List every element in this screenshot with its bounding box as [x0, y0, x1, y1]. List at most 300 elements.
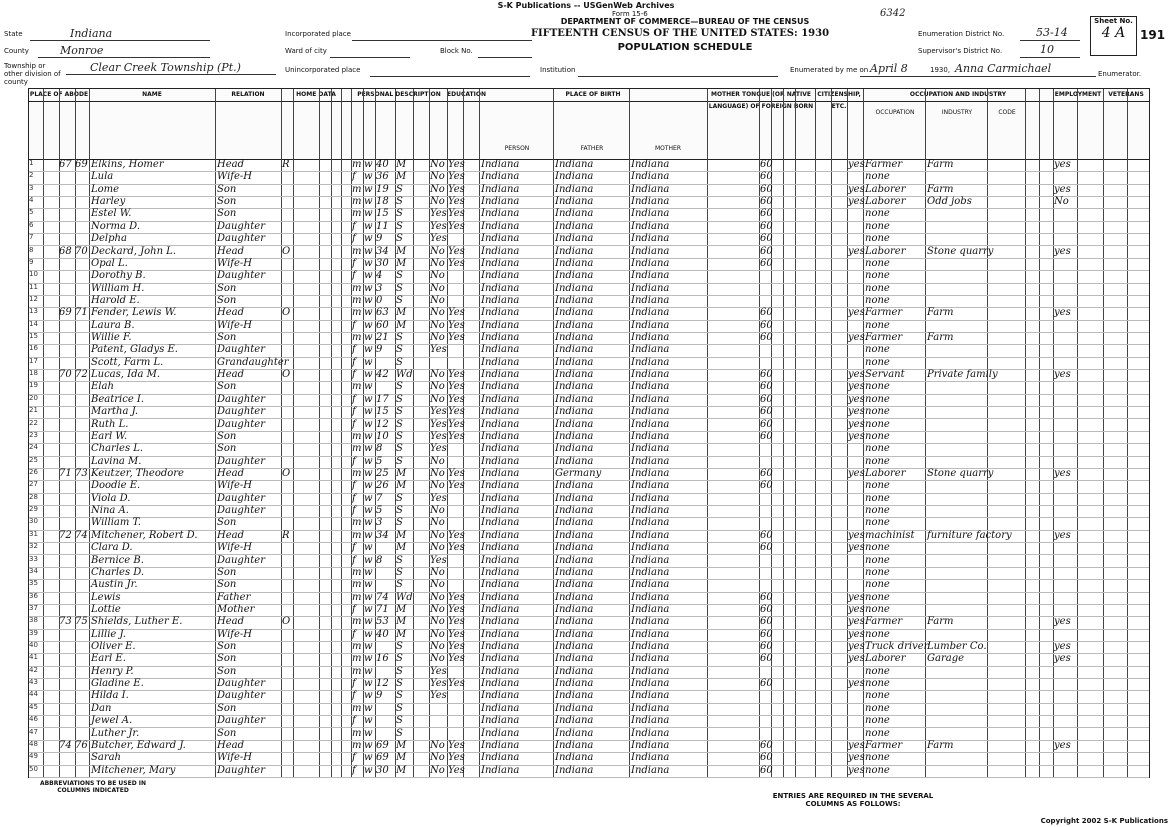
birthplace-father: Indiana [555, 196, 594, 208]
birthplace-father: Indiana [555, 294, 594, 306]
abbreviations-title: ABBREVIATIONS TO BE USED IN COLUMNS INDICATED [39, 780, 147, 794]
person-name: Delpha [91, 233, 127, 245]
birthplace-person: Indiana [481, 159, 520, 170]
race: w [364, 381, 373, 393]
line-number: 50 [29, 764, 38, 773]
language-code: 60 [760, 257, 773, 269]
marital-status: Wd [396, 591, 413, 603]
birthplace-mother: Indiana [631, 257, 670, 269]
relation: Head [217, 307, 245, 319]
attended-school: No [430, 468, 445, 479]
occupation: Laborer [865, 245, 906, 257]
birthplace-mother: Indiana [631, 183, 670, 195]
table-row [29, 604, 1149, 617]
marital-status: S [396, 641, 403, 653]
table-row [29, 752, 1149, 765]
table-row [29, 579, 1149, 592]
attended-school: No [430, 393, 445, 405]
occupation: none [865, 579, 890, 591]
person-name: Charles D. [91, 566, 145, 578]
birthplace-father: Indiana [555, 492, 594, 504]
line-number: 43 [29, 678, 38, 687]
relation: Head [217, 468, 245, 479]
industry: Stone quarry [927, 245, 994, 257]
birthplace-father: Indiana [555, 752, 594, 764]
family-number: 71 [75, 307, 88, 319]
group-home-data: HOME DATA [281, 89, 352, 102]
birthplace-person: Indiana [481, 332, 520, 344]
age: 71 [376, 603, 389, 615]
relation: Wife-H [217, 171, 253, 183]
industry: Odd jobs [927, 196, 972, 208]
line-number: 40 [29, 641, 38, 650]
form-number: Form 15-6 [612, 10, 648, 18]
line-number: 37 [29, 603, 38, 612]
line-number: 14 [29, 319, 38, 328]
birthplace-father: Indiana [555, 727, 594, 739]
at-work: yes [848, 603, 865, 615]
occupation: none [865, 393, 890, 405]
at-work: yes [848, 406, 865, 418]
line-number: 36 [29, 591, 38, 600]
can-read: Yes [448, 220, 465, 232]
age: 15 [376, 406, 389, 418]
language-code: 60 [760, 332, 773, 344]
occupation: Laborer [865, 196, 906, 208]
birthplace-person: Indiana [481, 752, 520, 764]
employment-status: yes [1054, 653, 1071, 665]
attended-school: Yes [430, 344, 447, 356]
birthplace-person: Indiana [481, 369, 520, 381]
birthplace-father: Indiana [555, 603, 594, 615]
race: w [364, 517, 373, 529]
birthplace-person: Indiana [481, 616, 520, 628]
relation: Son [217, 183, 237, 195]
can-read: Yes [448, 678, 465, 690]
dwelling-number: 68 [59, 245, 72, 257]
person-name: Fender, Lewis W. [91, 307, 177, 319]
can-read: Yes [448, 628, 465, 640]
birthplace-father: Indiana [555, 257, 594, 269]
home-tenure: O [282, 245, 291, 257]
line-number: 39 [29, 628, 38, 637]
sex: f [352, 628, 356, 640]
at-work: yes [848, 764, 865, 776]
line-number: 18 [29, 369, 38, 378]
employment-status: yes [1054, 641, 1071, 653]
can-read: Yes [448, 468, 465, 479]
table-row [29, 765, 1149, 778]
col-father: FATHER [580, 145, 604, 152]
birthplace-father: Indiana [555, 554, 594, 566]
industry: Garage [927, 653, 965, 665]
line-number: 5 [29, 208, 34, 217]
attended-school: Yes [430, 233, 447, 245]
marital-status: S [396, 653, 403, 665]
birthplace-person: Indiana [481, 455, 520, 467]
sex: f [352, 356, 356, 368]
at-work: yes [848, 159, 865, 170]
birthplace-mother: Indiana [631, 641, 670, 653]
occupation: none [865, 715, 890, 727]
sex: f [352, 233, 356, 245]
marital-status: S [396, 678, 403, 690]
birthplace-person: Indiana [481, 542, 520, 554]
table-row [29, 258, 1149, 271]
race: w [364, 294, 373, 306]
relation: Son [217, 641, 237, 653]
birthplace-mother: Indiana [631, 542, 670, 554]
county-label: County [4, 47, 29, 55]
person-name: Lula [91, 171, 114, 183]
dwelling-number: 74 [59, 739, 72, 751]
language-code: 60 [760, 381, 773, 393]
marital-status: M [396, 245, 407, 257]
occupation: Servant [865, 369, 905, 381]
sex: f [352, 171, 356, 183]
table-row [29, 307, 1149, 320]
birthplace-mother: Indiana [631, 307, 670, 319]
line-number: 3 [29, 183, 34, 192]
family-number: 73 [75, 468, 88, 479]
sex: m [352, 566, 362, 578]
table-row [29, 283, 1149, 296]
relation: Head [217, 369, 245, 381]
group-veterans: VETERANS [1103, 89, 1149, 102]
marital-status: S [396, 393, 403, 405]
race: w [364, 220, 373, 232]
line-number: 27 [29, 480, 38, 489]
group-name: NAME [89, 89, 216, 102]
birthplace-father: Indiana [555, 369, 594, 381]
at-work: yes [848, 468, 865, 479]
relation: Son [217, 208, 237, 220]
at-work: yes [848, 678, 865, 690]
race: w [364, 739, 373, 751]
can-read: Yes [448, 171, 465, 183]
supervisor-district-value: 10 [1040, 43, 1054, 56]
age: 9 [376, 344, 383, 356]
birthplace-mother: Indiana [631, 566, 670, 578]
person-name: Opal L. [91, 257, 128, 269]
age: 30 [376, 257, 389, 269]
attended-school: No [430, 270, 445, 282]
language-code: 60 [760, 752, 773, 764]
race: w [364, 727, 373, 739]
attended-school: No [430, 319, 445, 331]
birthplace-father: Indiana [555, 665, 594, 677]
race: w [364, 455, 373, 467]
at-work: yes [848, 381, 865, 393]
marital-status: S [396, 294, 403, 306]
person-name: Jewel A. [91, 715, 133, 727]
relation: Son [217, 443, 237, 455]
occupation: none [865, 455, 890, 467]
occupation: Laborer [865, 653, 906, 665]
marital-status: M [396, 752, 407, 764]
line-number: 49 [29, 752, 38, 761]
line-number: 2 [29, 171, 34, 180]
occupation: none [865, 233, 890, 245]
occupation: none [865, 282, 890, 294]
attended-school: Yes [430, 220, 447, 232]
race: w [364, 159, 373, 170]
race: w [364, 443, 373, 455]
race: w [364, 566, 373, 578]
age: 9 [376, 233, 383, 245]
dwelling-number: 70 [59, 369, 72, 381]
sheet-value: 4 A [1101, 25, 1126, 41]
relation: Father [217, 591, 251, 603]
marital-status: S [396, 492, 403, 504]
industry: Farm [927, 307, 954, 319]
birthplace-mother: Indiana [631, 294, 670, 306]
can-read: Yes [448, 208, 465, 220]
enumerator-name: Anna Carmichael [955, 62, 1052, 75]
person-name: Earl W. [91, 430, 128, 442]
home-tenure: O [282, 616, 291, 628]
col-occupation: OCCUPATION [875, 109, 915, 116]
occupation: none [865, 591, 890, 603]
copyright-notice: Copyright 2002 S-K Publications [1040, 817, 1168, 825]
sex: f [352, 393, 356, 405]
attended-school: Yes [430, 208, 447, 220]
person-name: Martha J. [91, 406, 138, 418]
race: w [364, 257, 373, 269]
can-read: Yes [448, 616, 465, 628]
relation: Son [217, 653, 237, 665]
birthplace-mother: Indiana [631, 208, 670, 220]
line-number: 31 [29, 529, 38, 538]
birthplace-father: Indiana [555, 690, 594, 702]
birthplace-mother: Indiana [631, 603, 670, 615]
birthplace-mother: Indiana [631, 628, 670, 640]
can-read: Yes [448, 641, 465, 653]
birthplace-mother: Indiana [631, 653, 670, 665]
attended-school: No [430, 752, 445, 764]
table-row [29, 406, 1149, 419]
occupation: none [865, 270, 890, 282]
attended-school: No [430, 294, 445, 306]
age: 63 [376, 307, 389, 319]
age: 26 [376, 480, 389, 492]
race: w [364, 665, 373, 677]
birthplace-father: Indiana [555, 480, 594, 492]
occupation: none [865, 418, 890, 430]
sex: f [352, 257, 356, 269]
birthplace-person: Indiana [481, 344, 520, 356]
can-read: Yes [448, 319, 465, 331]
sex: f [352, 752, 356, 764]
relation: Son [217, 294, 237, 306]
marital-status: S [396, 270, 403, 282]
relation: Head [217, 616, 245, 628]
table-row [29, 505, 1149, 518]
birthplace-person: Indiana [481, 406, 520, 418]
birthplace-father: Indiana [555, 641, 594, 653]
birthplace-person: Indiana [481, 517, 520, 529]
ward-label: Ward of city [285, 47, 327, 55]
line-number: 30 [29, 517, 38, 526]
relation: Son [217, 196, 237, 208]
table-row [29, 678, 1149, 691]
marital-status: M [396, 529, 407, 541]
attended-school: No [430, 245, 445, 257]
marital-status: M [396, 480, 407, 492]
occupation: none [865, 603, 890, 615]
birthplace-person: Indiana [481, 678, 520, 690]
person-name: Earl E. [91, 653, 126, 665]
race: w [364, 492, 373, 504]
occupation: none [865, 344, 890, 356]
birthplace-mother: Indiana [631, 764, 670, 776]
race: w [364, 171, 373, 183]
birthplace-father: Indiana [555, 702, 594, 714]
state-value: Indiana [70, 27, 113, 40]
person-name: Doodie E. [91, 480, 141, 492]
birthplace-father: Indiana [555, 739, 594, 751]
marital-status: M [396, 307, 407, 319]
table-row [29, 320, 1149, 333]
relation: Daughter [217, 455, 265, 467]
attended-school: Yes [430, 665, 447, 677]
sex: f [352, 319, 356, 331]
relation: Daughter [217, 270, 265, 282]
entries-title: ENTRIES ARE REQUIRED IN THE SEVERAL COLUMNS AS FOLLOWS: [772, 792, 934, 808]
race: w [364, 653, 373, 665]
birthplace-mother: Indiana [631, 282, 670, 294]
sex: f [352, 455, 356, 467]
attended-school: No [430, 282, 445, 294]
sex: f [352, 542, 356, 554]
marital-status: M [396, 159, 407, 170]
attended-school: No [430, 517, 445, 529]
table-row [29, 208, 1149, 221]
language-code: 60 [760, 183, 773, 195]
at-work: yes [848, 653, 865, 665]
attended-school: No [430, 566, 445, 578]
at-work: yes [848, 307, 865, 319]
person-name: Lillie J. [91, 628, 126, 640]
marital-status: M [396, 739, 407, 751]
marital-status: S [396, 579, 403, 591]
line-number: 38 [29, 616, 38, 625]
relation: Wife-H [217, 257, 253, 269]
sex: f [352, 344, 356, 356]
person-name: Lottie [91, 603, 121, 615]
line-number: 12 [29, 294, 38, 303]
employment-status: yes [1054, 307, 1071, 319]
at-work: yes [848, 418, 865, 430]
birthplace-mother: Indiana [631, 505, 670, 517]
industry: Farm [927, 159, 954, 170]
sex: m [352, 294, 362, 306]
incorporated-label: Incorporated place [285, 30, 351, 38]
at-work: yes [848, 369, 865, 381]
table-row [29, 196, 1149, 209]
table-row [29, 332, 1149, 345]
sex: m [352, 282, 362, 294]
birthplace-father: Indiana [555, 220, 594, 232]
birthplace-mother: Indiana [631, 665, 670, 677]
marital-status: S [396, 332, 403, 344]
attended-school: No [430, 739, 445, 751]
birthplace-person: Indiana [481, 579, 520, 591]
marital-status: M [396, 764, 407, 776]
employment-status: yes [1054, 183, 1071, 195]
table-row [29, 233, 1149, 246]
birthplace-person: Indiana [481, 554, 520, 566]
race: w [364, 245, 373, 257]
occupation: Farmer [865, 307, 903, 319]
can-read: Yes [448, 381, 465, 393]
birthplace-person: Indiana [481, 307, 520, 319]
sex: m [352, 208, 362, 220]
sex: f [352, 406, 356, 418]
table-row [29, 221, 1149, 234]
line-number: 32 [29, 542, 38, 551]
can-read: Yes [448, 542, 465, 554]
age: 17 [376, 393, 389, 405]
occupation: Farmer [865, 616, 903, 628]
sex: f [352, 690, 356, 702]
relation: Son [217, 282, 237, 294]
birthplace-mother: Indiana [631, 727, 670, 739]
age: 30 [376, 764, 389, 776]
occupation: none [865, 430, 890, 442]
sex: f [352, 603, 356, 615]
birthplace-person: Indiana [481, 529, 520, 541]
age: 12 [376, 678, 389, 690]
at-work: yes [848, 183, 865, 195]
birthplace-mother: Indiana [631, 332, 670, 344]
can-read: Yes [448, 418, 465, 430]
sex: f [352, 369, 356, 381]
person-name: Charles L. [91, 443, 144, 455]
person-name: Bernice B. [91, 554, 144, 566]
table-row [29, 567, 1149, 580]
birthplace-father: Indiana [555, 393, 594, 405]
age: 5 [376, 455, 383, 467]
marital-status: S [396, 443, 403, 455]
line-number: 20 [29, 393, 38, 402]
relation: Daughter [217, 505, 265, 517]
birthplace-father: Indiana [555, 381, 594, 393]
group-mother-tongue: MOTHER TONGUE (OR NATIVE LANGUAGE) OF FOREIGN BORN [707, 89, 816, 102]
at-work: yes [848, 245, 865, 257]
birthplace-father: Indiana [555, 233, 594, 245]
birthplace-person: Indiana [481, 294, 520, 306]
line-number: 42 [29, 665, 38, 674]
birthplace-father: Indiana [555, 183, 594, 195]
sex: m [352, 641, 362, 653]
person-name: Willie F. [91, 332, 132, 344]
table-row [29, 517, 1149, 530]
language-code: 60 [760, 591, 773, 603]
marital-status: S [396, 455, 403, 467]
county-value: Monroe [60, 44, 104, 57]
birthplace-mother: Indiana [631, 690, 670, 702]
sex: f [352, 492, 356, 504]
birthplace-father: Indiana [555, 171, 594, 183]
line-number: 6 [29, 220, 34, 229]
department-title: DEPARTMENT OF COMMERCE—BUREAU OF THE CENSUS [560, 17, 810, 26]
marital-status: S [396, 196, 403, 208]
birthplace-person: Indiana [481, 715, 520, 727]
marital-status: S [396, 418, 403, 430]
age: 74 [376, 591, 389, 603]
birthplace-father: Indiana [555, 282, 594, 294]
